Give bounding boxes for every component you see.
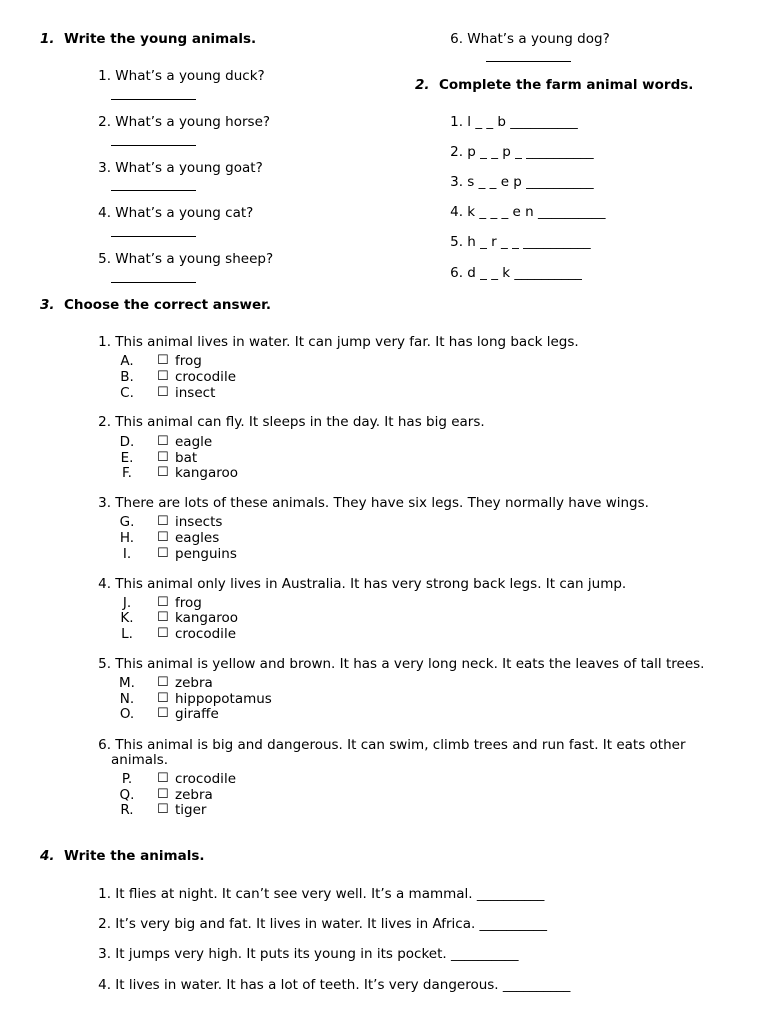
option-row[interactable] <box>0 626 768 642</box>
section-title: Write the young animals. <box>64 31 257 47</box>
question-text: What’s a young cat? <box>115 205 254 221</box>
checkbox-icon[interactable]: ☐ <box>157 626 169 641</box>
option-text: crocodile <box>175 369 236 385</box>
item-number: 1. <box>450 114 463 130</box>
question-text-continued: animals. <box>111 752 169 768</box>
write-animal-item[interactable] <box>88 916 547 932</box>
option-text: kangaroo <box>175 465 239 481</box>
option-row[interactable] <box>0 353 768 369</box>
checkbox-icon[interactable]: ☐ <box>157 434 169 449</box>
checkbox-icon[interactable]: ☐ <box>157 514 169 529</box>
farm-word-item[interactable] <box>440 265 582 281</box>
option-letter: J. <box>122 595 132 611</box>
option-text: eagle <box>175 434 213 450</box>
answer-blank[interactable] <box>111 190 196 191</box>
item-number: 1. <box>98 886 111 902</box>
option-row[interactable] <box>0 369 768 385</box>
option-row[interactable] <box>0 530 768 546</box>
farm-word-item[interactable] <box>440 204 605 220</box>
option-text: bat <box>175 450 198 466</box>
item-text: l _ _ b __________ <box>467 114 578 130</box>
checkbox-icon[interactable]: ☐ <box>157 610 169 625</box>
option-letter: A. <box>120 353 134 369</box>
question-text: What’s a young goat? <box>115 160 263 176</box>
question-text: What’s a young horse? <box>115 114 271 130</box>
item-number: 5. <box>450 234 463 250</box>
checkbox-icon[interactable]: ☐ <box>157 706 169 721</box>
question-number: 4. <box>98 576 111 592</box>
option-row[interactable] <box>0 771 768 787</box>
option-letter: D. <box>119 434 135 450</box>
multiple-choice-question-5 <box>88 656 704 672</box>
option-text: insect <box>175 385 216 401</box>
question-number: 3. <box>98 495 111 511</box>
checkbox-icon[interactable]: ☐ <box>157 353 169 368</box>
item-number: 2. <box>450 144 463 160</box>
multiple-choice-question-4 <box>88 576 626 592</box>
multiple-choice-question-6 <box>88 737 686 753</box>
option-text: giraffe <box>175 706 219 722</box>
option-letter: R. <box>120 802 134 818</box>
option-text: frog <box>175 595 202 611</box>
option-text: kangaroo <box>175 610 239 626</box>
question-number: 6. <box>98 737 111 753</box>
option-text: zebra <box>175 675 213 691</box>
option-row[interactable] <box>0 385 768 401</box>
item-text: It’s very big and fat. It lives in water. It lives in Africa. __________ <box>115 916 548 932</box>
option-text: zebra <box>175 787 213 803</box>
option-text: tiger <box>175 802 207 818</box>
checkbox-icon[interactable]: ☐ <box>157 771 169 786</box>
item-number: 4. <box>450 204 463 220</box>
option-text: crocodile <box>175 771 236 787</box>
option-letter: L. <box>121 626 133 642</box>
option-text: insects <box>175 514 223 530</box>
option-row[interactable] <box>0 706 768 722</box>
item-number: 3. <box>98 946 111 962</box>
option-text: crocodile <box>175 626 236 642</box>
checkbox-icon[interactable]: ☐ <box>157 530 169 545</box>
item-text: d _ _ k __________ <box>467 265 582 281</box>
question-text: What’s a young dog? <box>467 31 610 47</box>
checkbox-icon[interactable]: ☐ <box>157 546 169 561</box>
item-number: 2. <box>98 916 111 932</box>
question-text: This animal only lives in Australia. It has very strong back legs. It can jump. <box>115 576 627 592</box>
item-number: 4. <box>98 977 111 993</box>
question-number: 2. <box>98 414 111 430</box>
checkbox-icon[interactable]: ☐ <box>157 450 169 465</box>
question-number: 5. <box>98 656 111 672</box>
question-text: This animal is big and dangerous. It can swim, climb trees and run fast. It eats other <box>115 737 686 753</box>
young-animal-question-6 <box>440 31 610 47</box>
option-letter: O. <box>119 706 135 722</box>
option-row[interactable] <box>0 434 768 450</box>
question-text: What’s a young sheep? <box>115 251 274 267</box>
question-number: 4. <box>98 205 111 221</box>
checkbox-icon[interactable]: ☐ <box>157 675 169 690</box>
option-row[interactable] <box>0 465 768 481</box>
section-4-heading <box>40 848 204 864</box>
farm-word-item[interactable] <box>440 174 594 190</box>
option-row[interactable] <box>0 691 768 707</box>
multiple-choice-question-3 <box>88 495 649 511</box>
write-animal-item[interactable] <box>88 946 519 962</box>
option-text: penguins <box>175 546 237 562</box>
item-text: It flies at night. It can’t see very well. It’s a mammal. __________ <box>115 886 545 902</box>
section-title: Complete the farm animal words. <box>439 77 694 93</box>
section-number: 2. <box>415 77 430 93</box>
answer-blank[interactable] <box>111 236 196 237</box>
young-animal-question-2 <box>88 114 270 130</box>
question-text: This animal lives in water. It can jump very far. It has long back legs. <box>115 334 579 350</box>
section-1-heading <box>40 31 256 47</box>
write-animal-item[interactable] <box>88 886 544 902</box>
section-number: 3. <box>40 297 55 313</box>
answer-blank[interactable] <box>111 99 196 100</box>
question-number: 3. <box>98 160 111 176</box>
item-number: 6. <box>450 265 463 281</box>
section-title: Choose the correct answer. <box>64 297 272 313</box>
option-letter: B. <box>120 369 134 385</box>
checkbox-icon[interactable]: ☐ <box>157 369 169 384</box>
option-letter: Q. <box>119 787 135 803</box>
option-letter: P. <box>121 771 133 787</box>
section-3-heading <box>40 297 271 313</box>
item-text: It lives in water. It has a lot of teeth. It’s very dangerous. __________ <box>115 977 571 993</box>
section-title: Write the animals. <box>64 848 205 864</box>
section-number: 1. <box>40 31 55 47</box>
option-row[interactable] <box>0 675 768 691</box>
young-animal-question-5 <box>88 251 273 267</box>
option-row[interactable] <box>0 610 768 626</box>
farm-word-item[interactable] <box>440 234 591 250</box>
option-letter: G. <box>119 514 135 530</box>
checkbox-icon[interactable]: ☐ <box>157 787 169 802</box>
checkbox-icon[interactable]: ☐ <box>157 802 169 817</box>
option-text: eagles <box>175 530 220 546</box>
young-animal-question-4 <box>88 205 253 221</box>
multiple-choice-question-2 <box>88 414 485 430</box>
farm-word-item[interactable] <box>440 144 594 160</box>
young-animal-question-3 <box>88 160 263 176</box>
item-text: k _ _ _ e n __________ <box>467 204 606 220</box>
section-2-heading <box>415 77 693 93</box>
item-text: It jumps very high. It puts its young in its pocket. __________ <box>115 946 519 962</box>
option-letter: K. <box>120 610 134 626</box>
option-letter: F. <box>122 465 132 481</box>
question-text: What’s a young duck? <box>115 68 265 84</box>
question-text: There are lots of these animals. They have six legs. They normally have wings. <box>115 495 649 511</box>
option-row[interactable] <box>0 514 768 530</box>
item-number: 3. <box>450 174 463 190</box>
option-letter: I. <box>122 546 132 562</box>
option-row[interactable] <box>0 787 768 803</box>
answer-blank[interactable] <box>486 61 571 62</box>
option-letter: E. <box>120 450 134 466</box>
question-number: 1. <box>98 68 111 84</box>
option-letter: C. <box>120 385 134 401</box>
checkbox-icon[interactable]: ☐ <box>157 465 169 480</box>
option-text: frog <box>175 353 202 369</box>
option-row[interactable] <box>0 450 768 466</box>
write-animal-item[interactable] <box>88 977 570 993</box>
option-text: hippopotamus <box>175 691 272 707</box>
item-text: h _ r _ _ __________ <box>467 234 591 250</box>
answer-blank[interactable] <box>111 282 196 283</box>
checkbox-icon[interactable]: ☐ <box>157 385 169 400</box>
option-row[interactable] <box>0 595 768 611</box>
item-text: s _ _ e p __________ <box>467 174 594 190</box>
question-number: 5. <box>98 251 111 267</box>
answer-blank[interactable] <box>111 145 196 146</box>
checkbox-icon[interactable]: ☐ <box>157 691 169 706</box>
option-letter: N. <box>119 691 135 707</box>
question-number: 2. <box>98 114 111 130</box>
item-text: p _ _ p _ __________ <box>467 144 594 160</box>
option-row[interactable] <box>0 546 768 562</box>
question-text: This animal is yellow and brown. It has a very long neck. It eats the leaves of tall trees. <box>115 656 705 672</box>
question-text: This animal can fly. It sleeps in the day. It has big ears. <box>115 414 485 430</box>
young-animal-question-1 <box>88 68 265 84</box>
question-number: 1. <box>98 334 111 350</box>
farm-word-item[interactable] <box>440 114 578 130</box>
question-number: 6. <box>450 31 463 47</box>
checkbox-icon[interactable]: ☐ <box>157 595 169 610</box>
option-letter: M. <box>119 675 135 691</box>
option-letter: H. <box>119 530 135 546</box>
option-row[interactable] <box>0 802 768 818</box>
multiple-choice-question-1 <box>88 334 579 350</box>
section-number: 4. <box>40 848 55 864</box>
